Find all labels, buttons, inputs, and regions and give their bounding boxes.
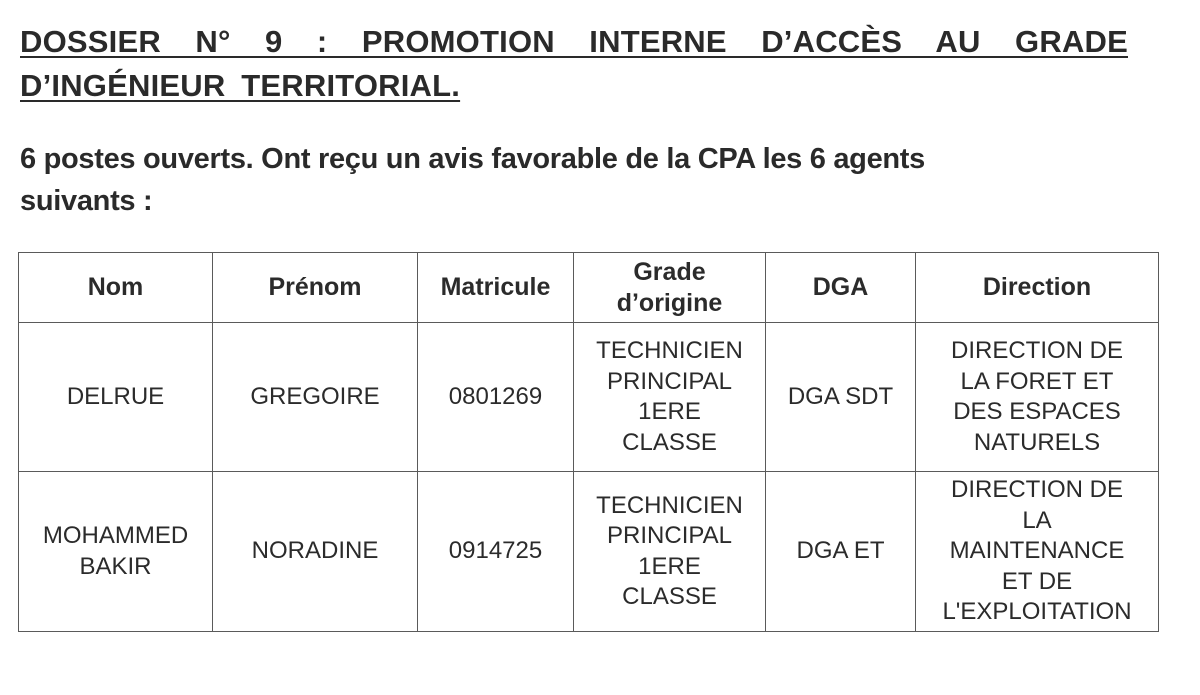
grade-line: PRINCIPAL [607, 367, 732, 395]
dossier-title [20, 20, 1128, 108]
cell-dga: DGA SDT [766, 323, 916, 472]
nom-line: BAKIR [79, 552, 152, 580]
grade-line: TECHNICIEN [596, 491, 743, 519]
cell-grade [574, 323, 766, 472]
direction-line: DIRECTION DE [950, 337, 1123, 364]
header-grade-line-2: d’origine [616, 288, 723, 317]
table-row [19, 472, 1159, 632]
intro-paragraph [20, 138, 1170, 222]
direction-line: NATURELS [973, 428, 1101, 456]
direction-line: DES ESPACES [953, 398, 1121, 425]
grade-line: CLASSE [622, 428, 717, 456]
grade-line: 1ERE [638, 398, 701, 425]
cell-nom [19, 323, 213, 472]
direction-line: LA [1022, 506, 1052, 534]
direction-line: ET DE [1001, 567, 1073, 595]
header-nom: Nom [19, 253, 213, 323]
title-line-1: DOSSIER N° 9 : PROMOTION INTERNE D’ACCÈS AU GRADE [20, 24, 1128, 59]
table-header-row [19, 253, 1159, 323]
direction-line: L'EXPLOITATION [942, 598, 1132, 626]
cell-prenom: GREGOIRE [213, 323, 418, 472]
nom-line: MOHAMMED [42, 522, 189, 549]
table-row [19, 323, 1159, 472]
direction-line: DIRECTION DE [950, 476, 1123, 504]
cell-matricule: 0914725 [418, 472, 574, 632]
header-direction: Direction [916, 253, 1159, 323]
grade-line: PRINCIPAL [607, 522, 732, 549]
header-matricule: Matricule [418, 253, 574, 323]
intro-line-1: 6 postes ouverts. Ont reçu un avis favorable de la CPA les 6 agents [20, 143, 925, 175]
cell-dga: DGA ET [766, 472, 916, 632]
title-line-2: D’INGÉNIEUR TERRITORIAL. [20, 68, 461, 103]
intro-line-2: suivants : [20, 185, 153, 217]
cell-direction [916, 472, 1159, 632]
direction-line: LA FORET ET [960, 367, 1114, 395]
grade-line: CLASSE [622, 583, 717, 610]
nom-line: DELRUE [66, 382, 165, 410]
header-prenom: Prénom [213, 253, 418, 323]
header-dga: DGA [766, 253, 916, 323]
header-grade-origine [574, 253, 766, 323]
agents-table [18, 252, 1159, 632]
grade-line: TECHNICIEN [596, 337, 743, 364]
cell-nom [19, 472, 213, 632]
header-grade-line-1: Grade [633, 257, 706, 286]
cell-direction [916, 323, 1159, 472]
cell-prenom: NORADINE [213, 472, 418, 632]
cell-matricule: 0801269 [418, 323, 574, 472]
grade-line: 1ERE [638, 552, 701, 580]
cell-grade [574, 472, 766, 632]
direction-line: MAINTENANCE [949, 537, 1125, 565]
